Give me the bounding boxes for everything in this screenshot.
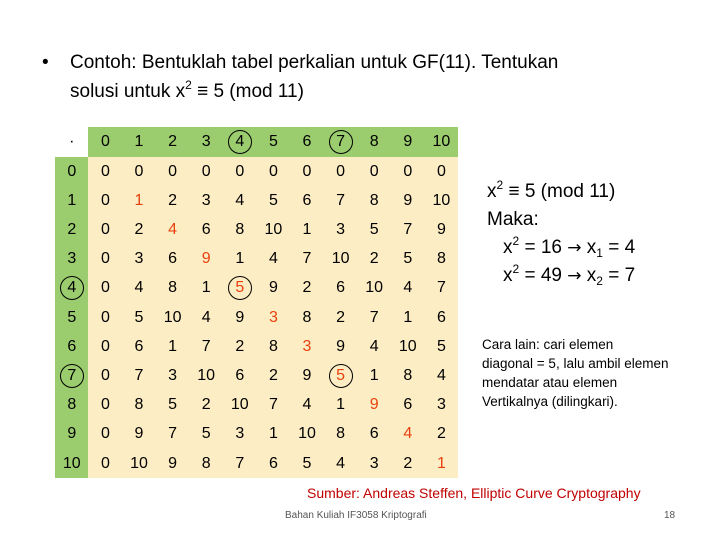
sol2-x: x [503, 265, 513, 286]
table-cell: 0 [100, 337, 110, 355]
diagonal-cell: 4 [168, 220, 178, 238]
table-cell: 0 [336, 162, 346, 180]
diagonal-cell: 9 [369, 396, 379, 414]
row-header: 2 [67, 220, 77, 238]
table-cell: 9 [302, 366, 312, 384]
column-header: 6 [302, 133, 312, 150]
table-cell: 1 [336, 396, 346, 414]
table-cell: 6 [134, 337, 144, 355]
table-cell: 6 [403, 396, 413, 414]
table-cell: 0 [100, 396, 110, 414]
arrow-right-icon: → [567, 266, 582, 286]
sol2-subscript: 2 [596, 274, 603, 288]
table-cell: 1 [369, 366, 379, 384]
table-cell: 2 [168, 191, 178, 209]
table-cell: 4 [268, 250, 278, 268]
slide-footer: Bahan Kuliah IF3058 Kriptografi [285, 510, 427, 521]
column-header: 8 [369, 133, 379, 150]
table-cell: 8 [302, 308, 312, 326]
note-line-1: Cara lain: cari elemen [482, 337, 614, 352]
table-cell: 2 [369, 250, 379, 268]
eq-exponent: 2 [496, 178, 504, 192]
table-cell: 6 [369, 425, 379, 443]
sol1-subscript: 1 [596, 246, 603, 260]
table-cell: 7 [201, 337, 211, 355]
table-cell: 7 [302, 250, 312, 268]
table-cell: 6 [235, 366, 245, 384]
table-cell: 2 [436, 425, 446, 443]
table-cell: 10 [130, 454, 148, 472]
table-cell: 10 [432, 191, 451, 209]
table-cell: 7 [403, 220, 413, 238]
column-header: 7 [336, 133, 346, 150]
table-cell: 1 [201, 279, 211, 297]
diagonal-cell: 9 [201, 250, 211, 268]
column-header: 3 [201, 133, 211, 150]
title-exponent: 2 [185, 78, 192, 92]
table-cell: 3 [201, 191, 211, 209]
table-cell: 5 [302, 454, 312, 472]
row-header: 5 [67, 308, 77, 326]
table-cell: 0 [369, 162, 379, 180]
title-line-1: Contoh: Bentuklah tabel perkalian untuk GF(11). Tentukan [70, 52, 559, 73]
sol2-exponent: 2 [512, 262, 520, 276]
table-cell: 6 [436, 308, 446, 326]
table-cell: 2 [403, 454, 413, 472]
table-cell: 7 [436, 279, 446, 297]
table-cell: 10 [398, 337, 417, 355]
method-note [482, 335, 714, 411]
note-line-2: diagonal = 5, lalu ambil elemen [482, 356, 669, 371]
table-cell: 10 [365, 279, 384, 297]
table-cell: 10 [298, 425, 316, 443]
diagonal-cell: 5 [336, 366, 346, 384]
table-cell: 5 [268, 191, 278, 209]
table-cell: 6 [168, 250, 178, 268]
table-cell: 3 [235, 425, 245, 443]
table-cell: 0 [302, 162, 312, 180]
table-cell: 2 [268, 366, 278, 384]
column-header: 5 [268, 133, 278, 150]
solution-block [487, 178, 635, 290]
row-header: 3 [67, 250, 77, 268]
note-line-4: Vertikalnya (dilingkari). [482, 394, 618, 409]
table-cell: 8 [201, 454, 211, 472]
solution-line-2 [487, 262, 635, 290]
table-cell: 4 [302, 396, 312, 414]
table-cell: 10 [163, 308, 182, 326]
sol1-var: x [581, 237, 597, 258]
column-header: 0 [100, 133, 110, 150]
table-cell: 0 [100, 162, 110, 180]
maka-line: Maka: [487, 209, 539, 230]
table-cell: 4 [235, 191, 245, 209]
diagonal-cell: 4 [403, 425, 413, 443]
table-cell: 0 [100, 366, 110, 384]
table-cell: 10 [264, 220, 283, 238]
table-cell: 8 [369, 191, 379, 209]
table-cell: 1 [302, 220, 312, 238]
column-header: 2 [168, 133, 178, 150]
table-cell: 2 [235, 337, 245, 355]
table-cell: 2 [134, 220, 144, 238]
column-header: 9 [403, 133, 413, 150]
table-cell: 2 [201, 396, 211, 414]
sol2-value: = 49 [519, 265, 568, 286]
diagonal-cell: 3 [302, 337, 312, 355]
table-cell: 9 [168, 454, 178, 472]
row-header: 6 [67, 337, 77, 355]
table-cell: 0 [436, 162, 446, 180]
table-cell: 9 [134, 425, 144, 443]
row-header: 8 [67, 396, 77, 414]
table-cell: 0 [100, 279, 110, 297]
table-cell: 3 [168, 366, 178, 384]
table-cell: 3 [336, 220, 346, 238]
table-cell: 5 [403, 250, 413, 268]
table-cell: 10 [197, 366, 216, 384]
table-cell: 9 [403, 191, 413, 209]
table-cell: 8 [235, 220, 245, 238]
source-citation: Sumber: Andreas Steffen, Elliptic Curve Cryptography [307, 485, 641, 501]
row-header: 10 [62, 454, 81, 472]
table-cell: 7 [336, 191, 346, 209]
diagonal-cell: 5 [235, 279, 245, 297]
table-cell: 8 [336, 425, 346, 443]
table-cell: 0 [201, 162, 211, 180]
table-cell: 1 [168, 337, 178, 355]
table-cell: 10 [331, 250, 350, 268]
table-cell: 0 [268, 162, 278, 180]
table-cell: 0 [403, 162, 413, 180]
diagonal-cell: 3 [268, 308, 278, 326]
table-cell: 6 [336, 279, 346, 297]
row-header: 9 [67, 425, 77, 443]
table-cell: 0 [100, 220, 110, 238]
eq-x: x [487, 181, 497, 202]
sol1-exponent: 2 [512, 234, 520, 248]
sol2-var: x [581, 265, 597, 286]
table-cell: 4 [403, 279, 413, 297]
table-cell: 0 [134, 162, 144, 180]
multiplication-table [55, 127, 458, 478]
row-header: 0 [67, 162, 77, 180]
table-cell: 4 [336, 454, 346, 472]
title-line-2-congruence: ≡ 5 (mod 11) [191, 81, 304, 102]
bullet-icon: • [42, 52, 49, 73]
table-cell: 1 [268, 425, 278, 443]
table-cell: 6 [268, 454, 278, 472]
column-header: 10 [432, 133, 451, 150]
table-cell: 9 [436, 220, 446, 238]
table-cell: 8 [134, 396, 144, 414]
table-cell: 4 [134, 279, 144, 297]
table-cell: 8 [168, 279, 178, 297]
table-cell: 5 [134, 308, 144, 326]
eq-congruence: ≡ 5 (mod 11) [503, 181, 616, 202]
table-cell: 4 [369, 337, 379, 355]
title-line-2-text: solusi untuk x [70, 81, 186, 102]
column-header: 4 [235, 133, 245, 150]
table-cell: 0 [168, 162, 178, 180]
table-cell: 0 [100, 308, 110, 326]
table-cell: 10 [230, 396, 249, 414]
table-cell: 6 [302, 191, 312, 209]
table-cell: 8 [268, 337, 278, 355]
table-cell: 7 [168, 425, 178, 443]
table-cell: 8 [403, 366, 413, 384]
table-cell: 2 [302, 279, 312, 297]
diagonal-cell: 1 [134, 191, 144, 209]
arrow-right-icon: → [567, 238, 582, 258]
table-cell: 9 [235, 308, 245, 326]
table-cell: 2 [336, 308, 346, 326]
table-cell: 5 [201, 425, 211, 443]
table-cell: 9 [336, 337, 346, 355]
table-cell: 7 [134, 366, 144, 384]
table-cell: 4 [201, 308, 211, 326]
table-cell: 4 [436, 366, 446, 384]
column-header: 1 [134, 133, 144, 150]
table-cell: 3 [134, 250, 144, 268]
title-line-2 [70, 77, 304, 106]
solution-line-1 [487, 234, 635, 262]
table-cell: 3 [369, 454, 379, 472]
table-cell: 6 [201, 220, 211, 238]
table-corner-dot: · [69, 133, 75, 150]
table-cell: 1 [235, 250, 245, 268]
congruence-line [487, 178, 635, 206]
sol1-x: x [503, 237, 513, 258]
table-cell: 9 [268, 279, 278, 297]
table-cell: 0 [100, 425, 110, 443]
table-cell: 7 [268, 396, 278, 414]
table-cell: 5 [168, 396, 178, 414]
row-header: 4 [67, 279, 77, 297]
table-cell: 0 [100, 250, 110, 268]
table-cell: 8 [436, 250, 446, 268]
row-header: 1 [67, 191, 77, 209]
sol2-result: = 7 [602, 265, 636, 286]
table-cell: 7 [369, 308, 379, 326]
sol1-result: = 4 [602, 237, 636, 258]
table-cell: 0 [100, 454, 110, 472]
table-cell: 7 [235, 454, 245, 472]
table-cell: 5 [369, 220, 379, 238]
table-cell: 0 [100, 191, 110, 209]
table-cell: 5 [436, 337, 446, 355]
page-number: 18 [664, 510, 676, 521]
table-cell: 0 [235, 162, 245, 180]
row-header: 7 [67, 366, 77, 384]
diagonal-cell: 1 [436, 454, 446, 472]
note-line-3: mendatar atau elemen [482, 375, 618, 390]
table-cell: 3 [436, 396, 446, 414]
table-cell: 1 [403, 308, 413, 326]
sol1-value: = 16 [519, 237, 568, 258]
